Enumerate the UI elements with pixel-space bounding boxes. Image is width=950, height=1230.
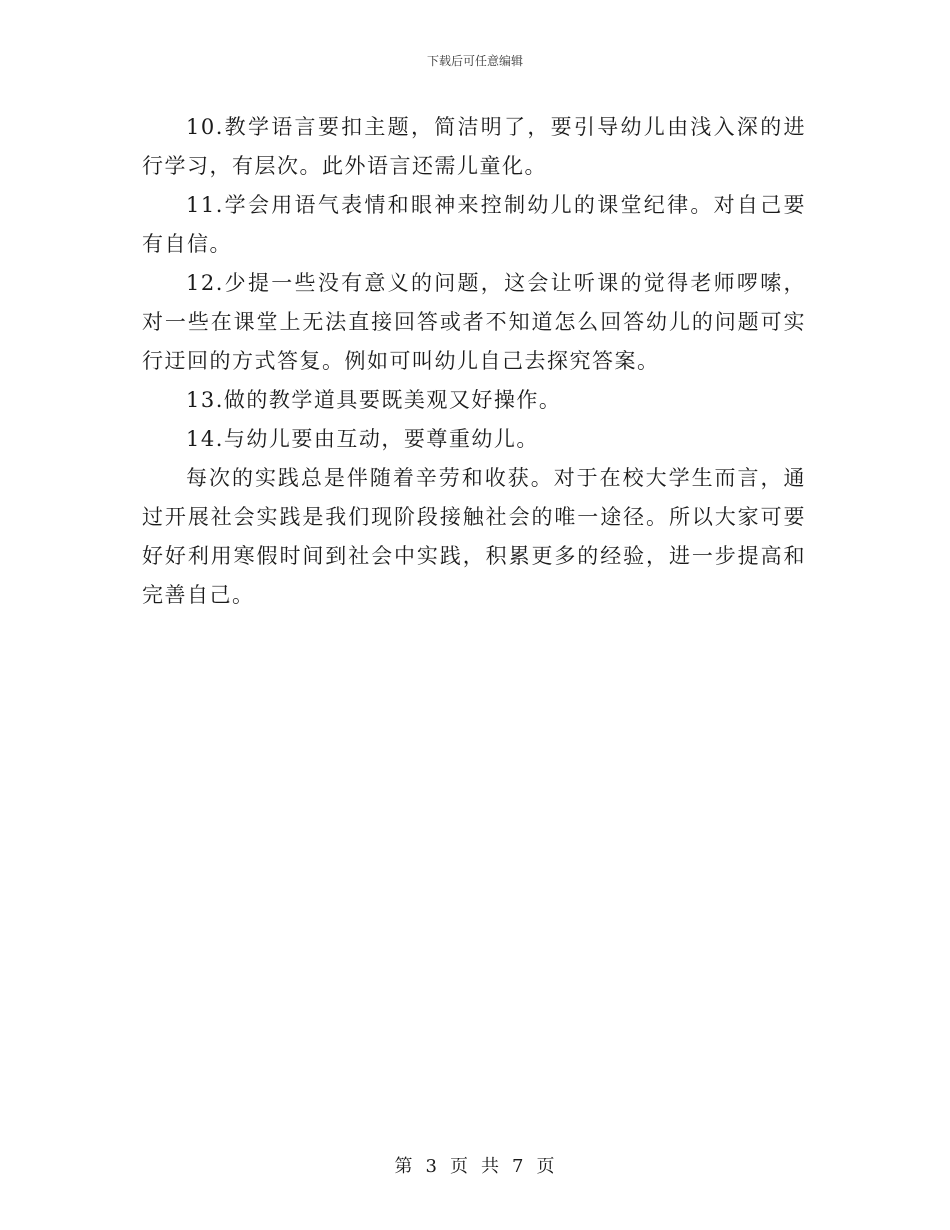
- paragraph-item-12: 12.少提一些没有意义的问题，这会让听课的觉得老师啰嗦，对一些在课堂上无法直接回答或者不知道怎么回答幼儿的问题可实行迂回的方式答复。例如可叫幼儿自己去探究答案。: [142, 271, 806, 373]
- footer-suffix: 页: [536, 1156, 556, 1177]
- footer-prefix: 第: [394, 1156, 414, 1177]
- footer-page-label: 页: [450, 1156, 469, 1177]
- paragraph-conclusion: 每次的实践总是伴随着辛劳和收获。对于在校大学生而言，通过开展社会实践是我们现阶段接触社会的唯一途径。所以大家可要好好利用寒假时间到社会中实践，积累更多的经验，进一步提高和完善自己。: [142, 466, 806, 607]
- page-header: 下载后可任意编辑: [426, 54, 523, 68]
- document-body: [142, 108, 806, 615]
- paragraph-item-13: 13.做的教学道具要既美观又好操作。: [186, 388, 562, 412]
- paragraph-item-14: 14.与幼儿要由互动，要尊重幼儿。: [186, 427, 539, 451]
- footer-total-label: 共: [481, 1156, 500, 1177]
- total-page-number: 7: [512, 1156, 525, 1177]
- page-footer: [0, 1152, 950, 1178]
- paragraph-item-10: 10.教学语言要扣主题，简洁明了，要引导幼儿由浅入深的进行学习，有层次。此外语言还需儿童化。: [142, 115, 806, 178]
- paragraph-item-11: 11.学会用语气表情和眼神来控制幼儿的课堂纪律。对自己要有自信。: [142, 193, 806, 256]
- current-page-number: 3: [425, 1156, 438, 1177]
